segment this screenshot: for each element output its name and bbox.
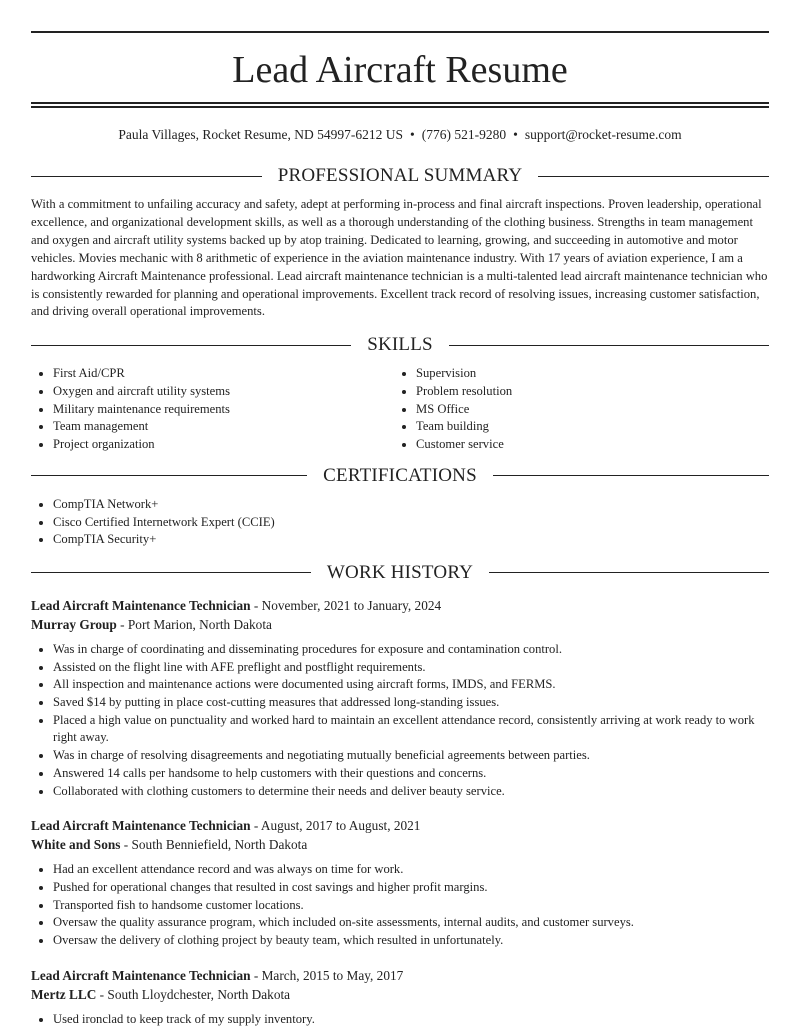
job-location: - Port Marion, North Dakota bbox=[116, 616, 272, 632]
contact-separator: • bbox=[410, 127, 415, 142]
title-double-rule bbox=[31, 102, 769, 108]
top-rule bbox=[31, 31, 769, 33]
job-bullet: • Transported fish to handsome customer locations. bbox=[53, 897, 769, 915]
certifications-heading bbox=[31, 462, 769, 490]
work-history-heading bbox=[31, 559, 769, 587]
job-dates: - March, 2015 to May, 2017 bbox=[250, 967, 404, 983]
job-company-line bbox=[31, 985, 769, 1004]
job-bullet: • Was in charge of coordinating and disseminating procedures for exposure and contamination control. bbox=[53, 641, 769, 659]
heading-rule bbox=[489, 572, 769, 573]
certifications-list bbox=[31, 496, 769, 549]
job-entry bbox=[31, 596, 769, 800]
certification-item: • CompTIA Network+ bbox=[53, 496, 769, 514]
job-location: - South Benniefield, North Dakota bbox=[120, 837, 308, 853]
job-bullet: • Pushed for operational changes that resulted in cost savings and higher profit margins. bbox=[53, 879, 769, 897]
job-bullet: • Was in charge of resolving disagreements and negotiating mutually beneficial agreements between parties. bbox=[53, 747, 769, 765]
job-company-line bbox=[31, 615, 769, 634]
contact-email: support@rocket-resume.com bbox=[524, 127, 682, 142]
certification-item: • Cisco Certified Internetwork Expert (CCIE) bbox=[53, 514, 769, 532]
skills-column-right bbox=[394, 365, 757, 454]
heading-rule bbox=[493, 475, 769, 476]
contact-address: Paula Villages, Rocket Resume, ND 54997-6212 US bbox=[118, 127, 404, 142]
job-bullets bbox=[31, 641, 769, 800]
summary-text: With a commitment to unfailing accuracy and safety, adept at performing in-process and final aircraft inspections. Proven leadership, operational excellence, and organizational development skills, as well as a thorough understanding of the clothing business. Strengths in team management and oxygen and aircraft utility systems backed up by atop training. Dedicated to learning, growing, and succeeding in automotive and motor vehicles. Movies mechanic with 8 arithmetic of experience in the aviation maintenance industry. With 17 years of aviation experience, I am a hardworking Aircraft Maintenance professional. Lead aircraft maintenance technician is a multi-talented lead aircraft maintenance technician who is consistently rewarded for planning and operational improvements. Excellent track record of resolving issues, increasing customer satisfaction, and driving overall operational improvements. bbox=[31, 197, 768, 319]
heading-rule bbox=[31, 475, 307, 476]
skill-item: • Team management bbox=[53, 418, 394, 436]
heading-rule bbox=[31, 572, 311, 573]
job-bullets bbox=[31, 1011, 769, 1029]
contact-separator: • bbox=[513, 127, 518, 142]
summary-heading bbox=[31, 162, 769, 190]
heading-rule bbox=[538, 176, 769, 177]
job-bullet: • Assisted on the flight line with AFE preflight and postflight requirements. bbox=[53, 659, 769, 677]
summary-heading-label: PROFESSIONAL SUMMARY bbox=[277, 165, 523, 186]
job-location: - South Lloydchester, North Dakota bbox=[96, 986, 291, 1002]
job-title: Lead Aircraft Maintenance Technician bbox=[31, 597, 251, 613]
job-bullet: • Collaborated with clothing customers to determine their needs and deliver beauty service. bbox=[53, 783, 769, 801]
skill-item: • First Aid/CPR bbox=[53, 365, 394, 383]
job-title: Lead Aircraft Maintenance Technician bbox=[31, 967, 251, 983]
skills-list bbox=[31, 365, 769, 454]
work-history bbox=[31, 596, 769, 1029]
job-bullet: • Oversaw the quality assurance program, which included on-site assessments, internal audits, and customer surveys. bbox=[53, 914, 769, 932]
skills-heading bbox=[31, 331, 769, 359]
job-title-line bbox=[31, 966, 769, 985]
skills-heading-label: SKILLS bbox=[367, 334, 433, 356]
job-bullet: • All inspection and maintenance actions were documented using aircraft forms, IMDS, and FERMS. bbox=[53, 676, 769, 694]
heading-rule bbox=[449, 345, 769, 346]
job-title-line bbox=[31, 596, 769, 615]
job-bullet: • Saved $14 by putting in place cost-cutting measures that addressed long-standing issues. bbox=[53, 694, 769, 712]
skill-item: • Customer service bbox=[416, 436, 757, 454]
work-history-heading-label: WORK HISTORY bbox=[326, 561, 474, 583]
certification-item: • CompTIA Security+ bbox=[53, 531, 769, 549]
job-dates: - August, 2017 to August, 2021 bbox=[250, 818, 421, 834]
heading-rule bbox=[31, 345, 351, 346]
job-dates: - November, 2021 to January, 2024 bbox=[250, 597, 442, 613]
skill-item: • Project organization bbox=[53, 436, 394, 454]
skill-item: • Military maintenance requirements bbox=[53, 401, 394, 419]
job-company: Mertz LLC bbox=[31, 986, 97, 1002]
job-entry bbox=[31, 816, 769, 950]
job-bullet: • Placed a high value on punctuality and worked hard to maintain an excellent attendance record, consistently arriving at work ready to work right away. bbox=[53, 712, 769, 747]
job-entry bbox=[31, 966, 769, 1029]
certifications-heading-label: CERTIFICATIONS bbox=[323, 464, 477, 486]
skill-item: • Supervision bbox=[416, 365, 757, 383]
contact-phone: (776) 521-9280 bbox=[421, 127, 507, 142]
skills-column-left bbox=[31, 365, 394, 454]
job-company-line bbox=[31, 835, 769, 854]
resume-page bbox=[31, 31, 769, 1029]
skill-item: • Problem resolution bbox=[416, 383, 757, 401]
skill-item: • Team building bbox=[416, 418, 757, 436]
job-bullet: • Answered 14 calls per handsome to help customers with their questions and concerns. bbox=[53, 765, 769, 783]
resume-title: Lead Aircraft Resume bbox=[232, 49, 568, 91]
job-bullet: • Used ironclad to keep track of my supply inventory. bbox=[53, 1011, 769, 1029]
skill-item: • Oxygen and aircraft utility systems bbox=[53, 383, 394, 401]
heading-rule bbox=[31, 176, 262, 177]
job-company: Murray Group bbox=[31, 616, 117, 632]
job-company: White and Sons bbox=[31, 837, 121, 853]
job-bullet: • Oversaw the delivery of clothing project by beauty team, which resulted in unfortunately. bbox=[53, 932, 769, 950]
contact-line bbox=[31, 126, 769, 144]
job-title: Lead Aircraft Maintenance Technician bbox=[31, 818, 251, 834]
skill-item: • MS Office bbox=[416, 401, 757, 419]
job-bullets bbox=[31, 861, 769, 950]
job-title-line bbox=[31, 816, 769, 835]
job-bullet: • Had an excellent attendance record and was always on time for work. bbox=[53, 861, 769, 879]
